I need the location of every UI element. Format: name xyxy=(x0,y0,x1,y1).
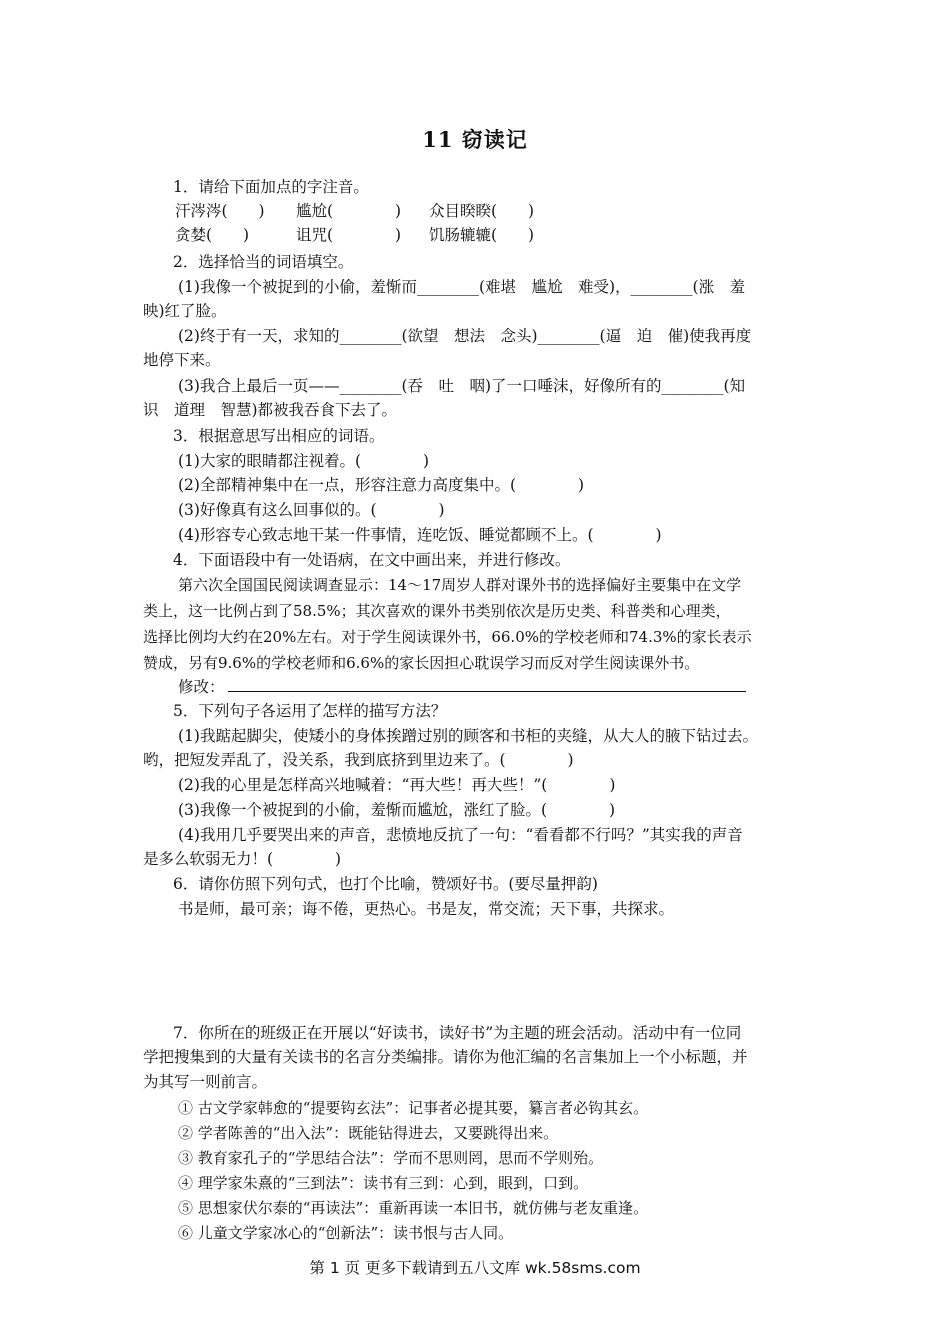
page-footer: 第 1 页 更多下载请到五八文库 wk.58sms.com xyxy=(309,1259,641,1277)
q1-word-1: 汗涔涔( ) xyxy=(175,202,265,220)
q5-item-4a: (4)我用几乎要哭出来的声音，悲愤地反抗了一句：“看看都不行吗？”其实我的声音 xyxy=(178,826,743,844)
q4-answer-line[interactable] xyxy=(228,691,746,692)
q1-word-3: 众目睽睽( ) xyxy=(429,202,535,220)
q4-stem: 4．下面语段中有一处语病，在文中画出来，并进行修改。 xyxy=(173,551,571,569)
q5-item-3: (3)我像一个被捉到的小偷，羞惭而尴尬，涨红了脸。( ) xyxy=(178,801,616,819)
q3-item-2: (2)全部精神集中在一点，形容注意力高度集中。( ) xyxy=(178,476,585,494)
q2-stem: 2．选择恰当的词语填空。 xyxy=(173,253,354,271)
q1-word-6: 饥肠辘辘( ) xyxy=(429,226,535,244)
q2-item-3b: 识 道理 智慧)都被我吞食下去了。 xyxy=(143,401,398,419)
q4-passage-line-1: 第六次全国国民阅读调查显示：14～17周岁人群对课外书的选择偏好主要集中在文学 xyxy=(178,576,742,594)
q7-quote-3: ③ 教育家孔子的“学思结合法”：学而不思则罔，思而不学则殆。 xyxy=(178,1149,604,1167)
q1-word-2: 尴尬( ) xyxy=(296,202,402,220)
q2-item-2a: (2)终于有一天，求知的________(欲望 想法 念头)________(逼 迫 催)使我再度 xyxy=(178,327,752,345)
q1-word-5: 诅咒( ) xyxy=(296,226,402,244)
q5-item-1b: 哟，把短发弄乱了，没关系，我到底挤到里边来了。( ) xyxy=(143,751,574,769)
q5-stem: 5．下列句子各运用了怎样的描写方法？ xyxy=(173,702,447,720)
q6-example: 书是师，最可亲；诲不倦，更热心。书是友，常交流；天下事，共探求。 xyxy=(178,900,675,918)
q2-item-3a: (3)我合上最后一页——________(吞 吐 咽)了一口唾沫，好像所有的________(知 xyxy=(178,377,746,395)
q3-item-1: (1)大家的眼睛都注视着。( ) xyxy=(178,452,430,470)
q1-word-4: 贪婪( ) xyxy=(175,226,250,244)
q2-item-2b: 地停下来。 xyxy=(143,351,221,369)
q5-item-4b: 是多么软弱无力！( ) xyxy=(143,850,342,868)
q7-stem-line-3: 为其写一则前言。 xyxy=(143,1073,268,1091)
q3-item-3: (3)好像真有这么回事似的。( ) xyxy=(178,501,445,519)
q4-passage-line-2: 类上，这一比例占到了58.5%；其次喜欢的课外书类别依次是历史类、科普类和心理类， xyxy=(143,602,731,620)
q2-item-1b: 映)红了脸。 xyxy=(143,302,227,320)
q4-fix-label: 修改： xyxy=(178,678,225,696)
q7-quote-1: ① 古文学家韩愈的“提要钩玄法”：记事者必提其要，纂言者必钩其玄。 xyxy=(178,1099,649,1117)
q7-stem-line-2: 学把搜集到的大量有关读书的名言分类编排。请你为他汇编的名言集加上一个小标题，并 xyxy=(143,1048,748,1066)
q7-stem-line-1: 7．你所在的班级正在开展以“好读书，读好书”为主题的班会活动。活动中有一位同 xyxy=(173,1024,742,1042)
q7-quote-6: ⑥ 儿童文学家冰心的“创新法”：读书恨与古人同。 xyxy=(178,1224,514,1242)
q3-stem: 3．根据意思写出相应的词语。 xyxy=(173,427,385,445)
q7-quote-5: ⑤ 思想家伏尔泰的“再读法”：重新再读一本旧书，就仿佛与老友重逢。 xyxy=(178,1199,649,1217)
q5-item-1a: (1)我踮起脚尖，使矮小的身体挨蹭过别的顾客和书柜的夹缝，从大人的腋下钻过去。 xyxy=(178,727,758,745)
q7-quote-4: ④ 理学家朱熹的“三到法”：读书有三到：心到，眼到，口到。 xyxy=(178,1174,589,1192)
q5-item-2: (2)我的心里是怎样高兴地喊着：“再大些！再大些！”( ) xyxy=(178,776,616,794)
q2-item-1a: (1)我像一个被捉到的小偷，羞惭而________(难堪 尴尬 难受)，________(涨 羞 xyxy=(178,278,746,296)
q6-stem: 6．请你仿照下列句式，也打个比喻，赞颂好书。(要尽量押韵) xyxy=(173,875,598,893)
q1-stem: 1．请给下面加点的字注音。 xyxy=(173,178,369,196)
page-title: 11 窃读记 xyxy=(422,127,528,152)
q3-item-4: (4)形容专心致志地干某一件事情，连吃饭、睡觉都顾不上。( ) xyxy=(178,526,662,544)
q4-passage-line-3: 选择比例均大约在20%左右。对于学生阅读课外书，66.0%的学校老师和74.3%的家长表示 xyxy=(143,628,752,646)
q7-quote-2: ② 学者陈善的“出入法”：既能钻得进去，又要跳得出来。 xyxy=(178,1124,559,1142)
q4-passage-line-4: 赞成，另有9.6%的学校老师和6.6%的家长因担心耽误学习而反对学生阅读课外书。 xyxy=(143,654,700,672)
